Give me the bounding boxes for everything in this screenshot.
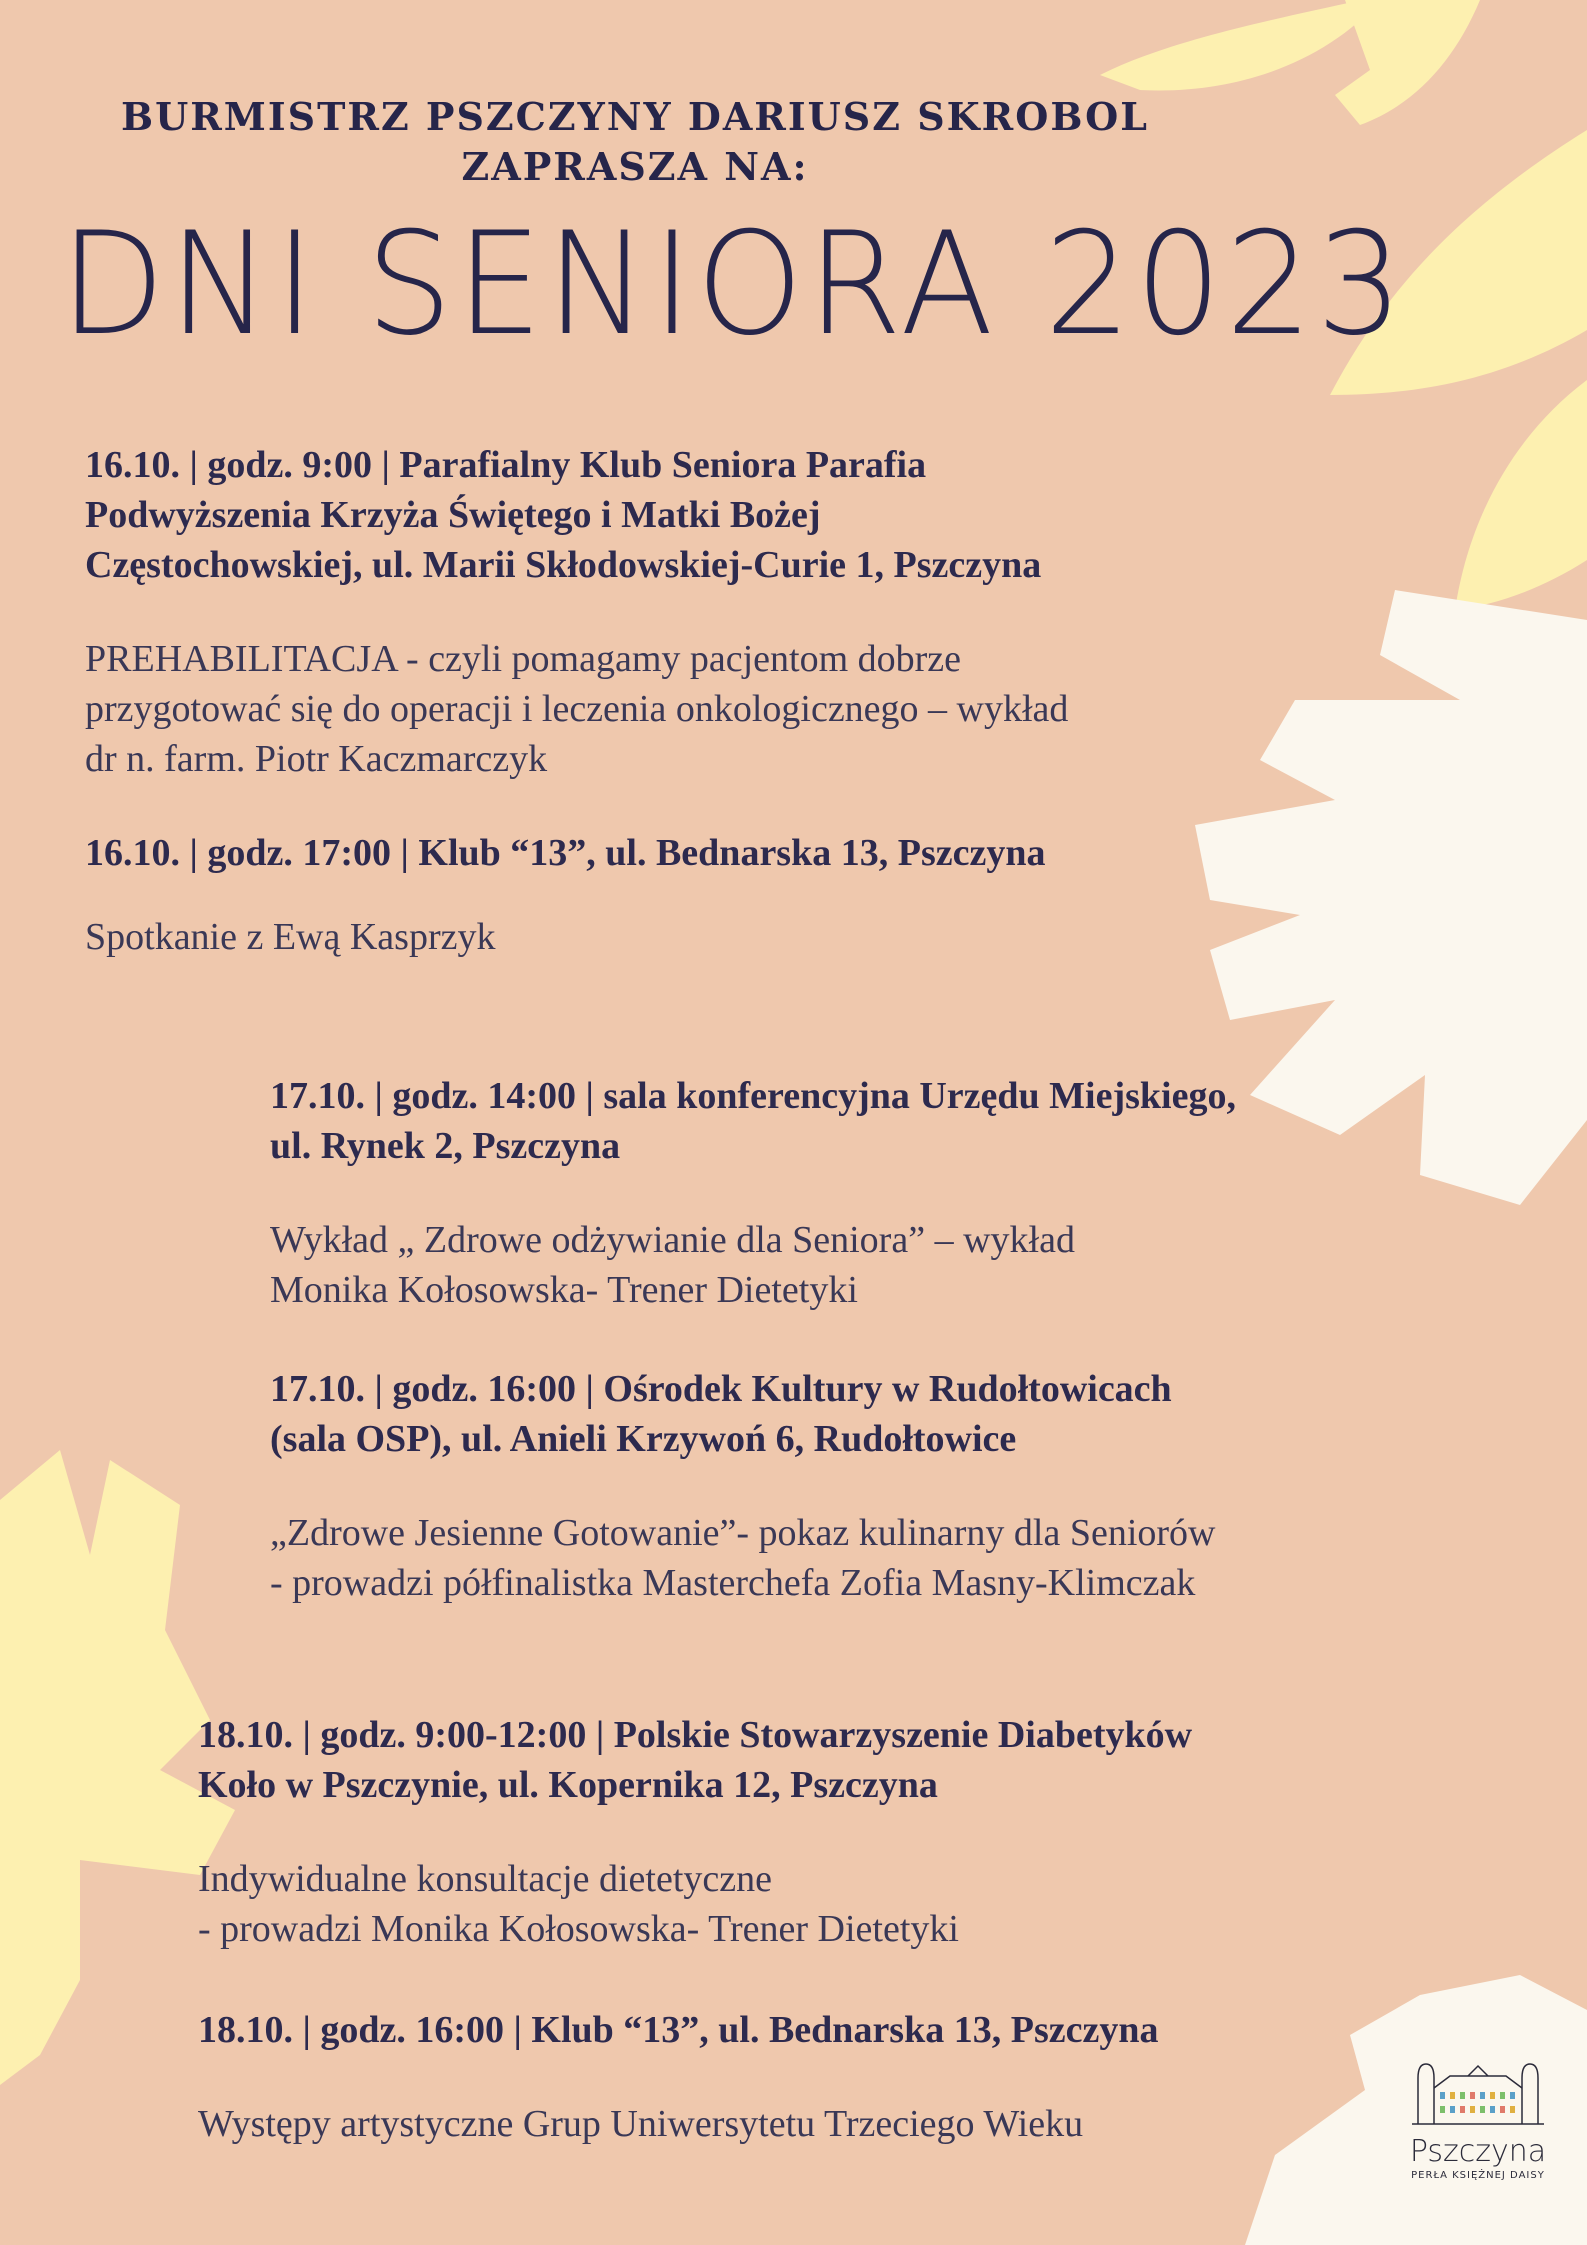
event-description-line: Indywidualne konsultacje dietetyczne [198, 1858, 773, 1900]
event-description-line: Występy artystyczne Grup Uniwersytetu Trzeciego Wieku [198, 2103, 1084, 2145]
header-line-2: ZAPRASZA NA: [461, 144, 809, 189]
organizer-header [0, 92, 1270, 192]
event-location: 16.10. | godz. 9:00 | Parafialny Klub Seniora Parafia [85, 444, 927, 486]
event-description [198, 1854, 1192, 1954]
event-4 [270, 1364, 1215, 1608]
event-location: (sala OSP), ul. Anieli Krzywoń 6, Rudołtowice [270, 1418, 1017, 1460]
header-line-1: BURMISTRZ PSZCZYNY DARIUSZ SKROBOL [120, 94, 1150, 139]
event-description [85, 912, 1045, 962]
leaf-top-right-upper [1335, 0, 1480, 125]
event-location: 18.10. | godz. 16:00 | Klub “13”, ul. Bednarska 13, Pszczyna [198, 2009, 1159, 2051]
pszczyna-logo [1398, 2058, 1558, 2183]
castle-icon [1408, 2058, 1548, 2128]
event-location: Częstochowskiej, ul. Marii Skłodowskiej-Curie 1, Pszczyna [85, 544, 1042, 586]
event-description-line: przygotować się do operacji i leczenia onkologicznego – wykład [85, 688, 1069, 730]
event-location: 16.10. | godz. 17:00 | Klub “13”, ul. Bednarska 13, Pszczyna [85, 832, 1046, 874]
event-description [85, 634, 1068, 784]
event-2 [85, 828, 1045, 962]
flower-right-white [1195, 590, 1587, 1205]
event-6 [198, 2005, 1158, 2149]
event-5 [198, 1710, 1192, 1954]
event-1 [85, 440, 1068, 784]
event-description [198, 2099, 1158, 2149]
event-description-line: PREHABILITACJA - czyli pomagamy pacjentom dobrze [85, 638, 962, 680]
event-description [270, 1215, 1236, 1315]
event-description-line: Wykład „ Zdrowe odżywianie dla Seniora” – wykład [270, 1219, 1075, 1261]
leaf-right-edge [1455, 380, 1587, 610]
event-description-line: „Zdrowe Jesienne Gotowanie”- pokaz kulinarny dla Seniorów [270, 1512, 1216, 1554]
event-description-line: - prowadzi półfinalistka Masterchefa Zofia Masny-Klimczak [270, 1562, 1196, 1604]
event-description-line: Monika Kołosowska- Trener Dietetyki [270, 1269, 858, 1311]
event-description-line: - prowadzi Monika Kołosowska- Trener Dietetyki [198, 1908, 959, 1950]
leaf-top-left-petal [1100, 0, 1385, 90]
logo-name: Pszczyna [1409, 2134, 1547, 2169]
event-description-line: Spotkanie z Ewą Kasprzyk [85, 916, 496, 958]
event-3 [270, 1071, 1236, 1315]
event-location: 17.10. | godz. 14:00 | sala konferencyjna Urzędu Miejskiego, [270, 1075, 1236, 1117]
event-location: ul. Rynek 2, Pszczyna [270, 1125, 621, 1167]
logo-tagline: PERŁA KSIĘŻNEJ DAISY [1411, 2170, 1545, 2181]
event-location: 18.10. | godz. 9:00-12:00 | Polskie Stowarzyszenie Diabetyków [198, 1714, 1193, 1756]
page-title: DNI SENIORA 2023 [60, 202, 1407, 367]
event-location: Podwyższenia Krzyża Świętego i Matki Bożej [85, 494, 821, 536]
event-location: Koło w Pszczynie, ul. Kopernika 12, Pszczyna [198, 1764, 938, 1806]
event-location: 17.10. | godz. 16:00 | Ośrodek Kultury w Rudołtowicach [270, 1368, 1172, 1410]
event-description [270, 1508, 1215, 1608]
event-description-line: dr n. farm. Piotr Kaczmarczyk [85, 738, 548, 780]
